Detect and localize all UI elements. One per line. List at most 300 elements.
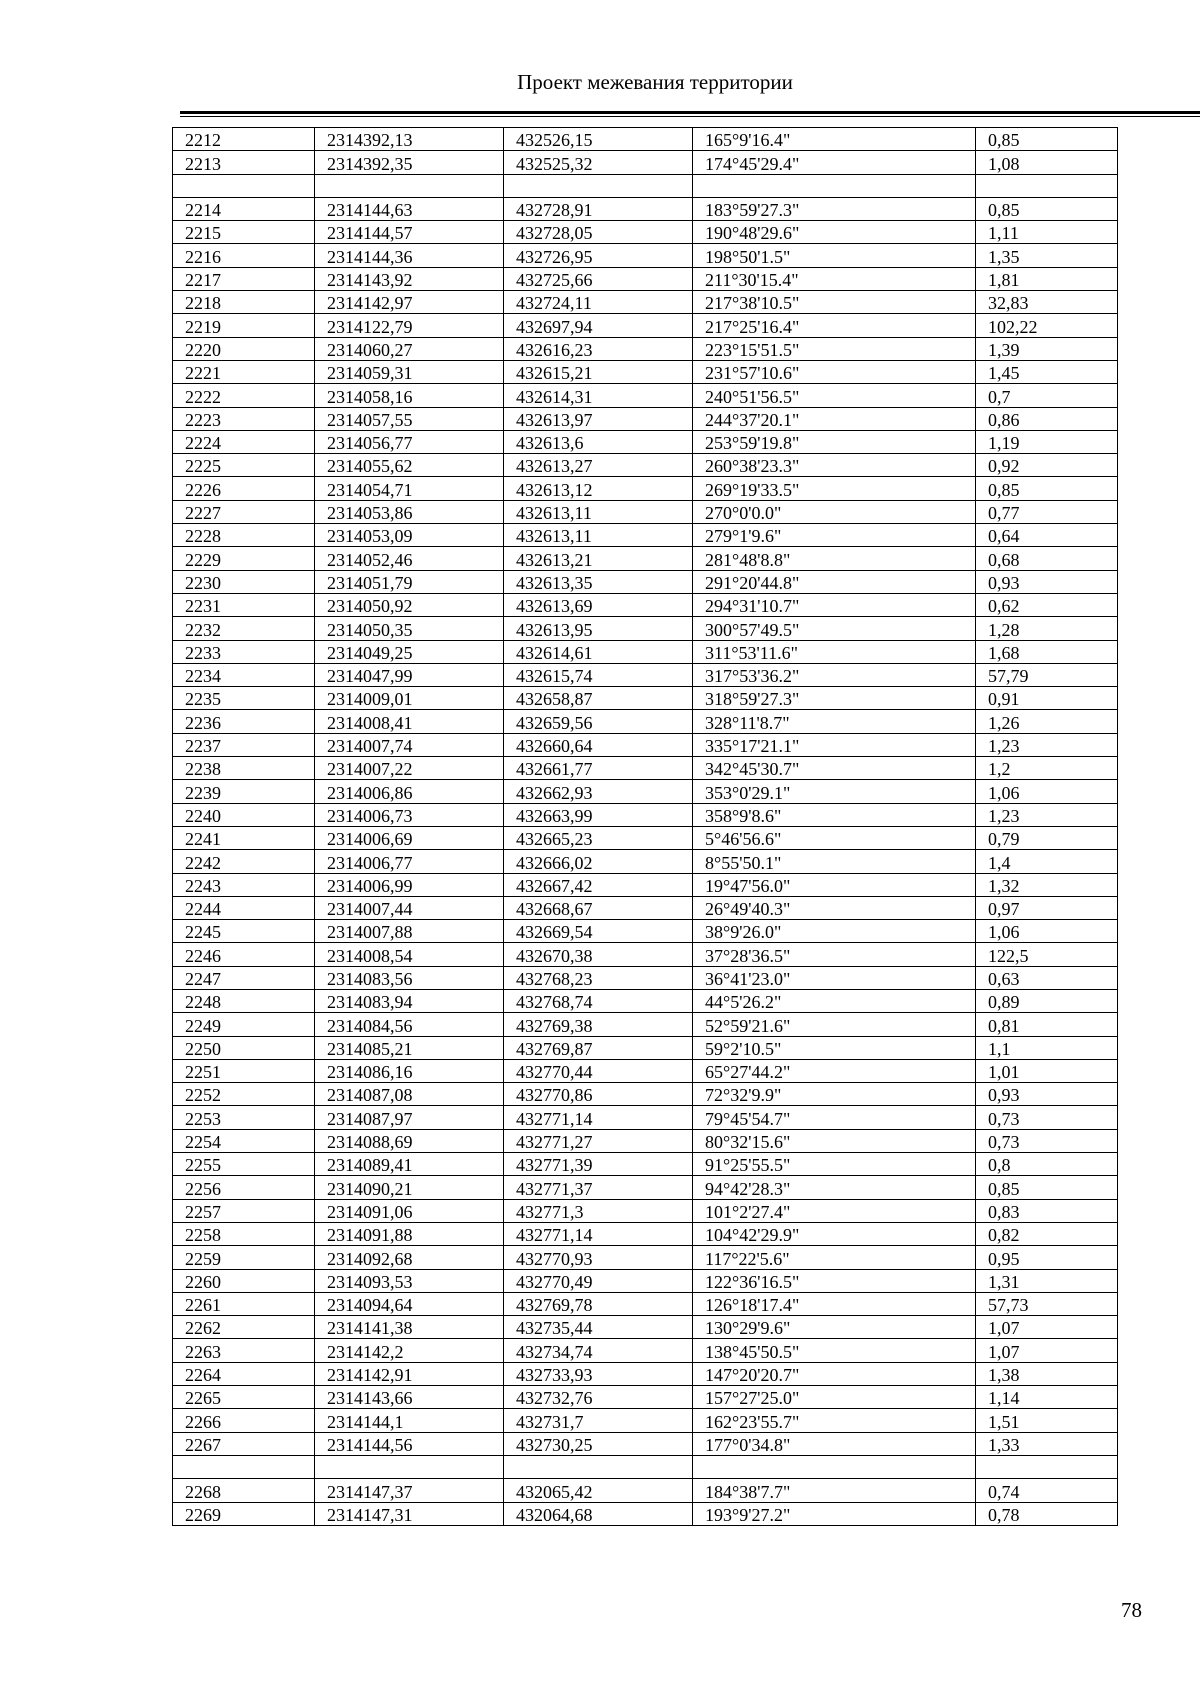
- distance-cell: 1,11: [976, 221, 1118, 244]
- point-number-cell: 2232: [173, 617, 315, 640]
- y-coordinate-cell: 432660,64: [504, 733, 693, 756]
- point-number-cell: 2267: [173, 1432, 315, 1455]
- point-number-cell: 2222: [173, 384, 315, 407]
- table-row: [173, 826, 1118, 849]
- table-row: [173, 873, 1118, 896]
- y-coordinate-cell: 432613,6: [504, 430, 693, 453]
- distance-cell: 0,92: [976, 454, 1118, 477]
- x-coordinate-cell: 2314055,62: [315, 454, 504, 477]
- bearing-angle-cell: 126°18'17.4": [693, 1292, 976, 1315]
- table-row: [173, 1409, 1118, 1432]
- table-row: [173, 1479, 1118, 1502]
- y-coordinate-cell: 432613,95: [504, 617, 693, 640]
- y-coordinate-cell: 432734,74: [504, 1339, 693, 1362]
- y-coordinate-cell: 432724,11: [504, 291, 693, 314]
- distance-cell: 0,68: [976, 547, 1118, 570]
- table-row: [173, 1316, 1118, 1339]
- point-number-cell: 2224: [173, 430, 315, 453]
- distance-cell: 1,32: [976, 873, 1118, 896]
- table-row: [173, 314, 1118, 337]
- bearing-angle-cell: 317°53'36.2": [693, 663, 976, 686]
- x-coordinate-cell: 2314058,16: [315, 384, 504, 407]
- point-number-cell: 2228: [173, 524, 315, 547]
- y-coordinate-cell: 432616,23: [504, 337, 693, 360]
- point-number-cell: 2213: [173, 151, 315, 174]
- bearing-angle-cell: 260°38'23.3": [693, 454, 976, 477]
- table-row: [173, 384, 1118, 407]
- point-number-cell: 2250: [173, 1036, 315, 1059]
- point-number-cell: 2260: [173, 1269, 315, 1292]
- bearing-angle-cell: 44°5'26.2": [693, 989, 976, 1012]
- bearing-angle-cell: 318°59'27.3": [693, 687, 976, 710]
- y-coordinate-cell: 432613,35: [504, 570, 693, 593]
- y-coordinate-cell: 432663,99: [504, 803, 693, 826]
- point-number-cell: 2264: [173, 1362, 315, 1385]
- x-coordinate-cell: 2314059,31: [315, 360, 504, 383]
- x-coordinate-cell: 2314143,66: [315, 1386, 504, 1409]
- point-number-cell: 2236: [173, 710, 315, 733]
- distance-cell: 0,93: [976, 1083, 1118, 1106]
- distance-cell: 1,4: [976, 850, 1118, 873]
- x-coordinate-cell: 2314147,31: [315, 1502, 504, 1525]
- distance-cell: 0,77: [976, 500, 1118, 523]
- point-number-cell: 2265: [173, 1386, 315, 1409]
- distance-cell: 1,51: [976, 1409, 1118, 1432]
- table-row: [173, 547, 1118, 570]
- point-number-cell: 2217: [173, 267, 315, 290]
- point-number-cell: 2252: [173, 1083, 315, 1106]
- distance-cell: 1,31: [976, 1269, 1118, 1292]
- y-coordinate-cell: 432064,68: [504, 1502, 693, 1525]
- point-number-cell: 2257: [173, 1199, 315, 1222]
- table-row: [173, 896, 1118, 919]
- point-number-cell: 2258: [173, 1222, 315, 1245]
- table-row: [173, 1176, 1118, 1199]
- bearing-angle-cell: 177°0'34.8": [693, 1432, 976, 1455]
- x-coordinate-cell: 2314142,2: [315, 1339, 504, 1362]
- distance-cell: 1,2: [976, 757, 1118, 780]
- y-coordinate-cell: [504, 1455, 693, 1478]
- x-coordinate-cell: 2314090,21: [315, 1176, 504, 1199]
- bearing-angle-cell: 65°27'44.2": [693, 1059, 976, 1082]
- y-coordinate-cell: 432771,14: [504, 1222, 693, 1245]
- table-row: [173, 663, 1118, 686]
- y-coordinate-cell: 432666,02: [504, 850, 693, 873]
- y-coordinate-cell: 432658,87: [504, 687, 693, 710]
- point-number-cell: 2254: [173, 1129, 315, 1152]
- bearing-angle-cell: 240°51'56.5": [693, 384, 976, 407]
- bearing-angle-cell: 193°9'27.2": [693, 1502, 976, 1525]
- point-number-cell: 2242: [173, 850, 315, 873]
- point-number-cell: 2215: [173, 221, 315, 244]
- y-coordinate-cell: 432769,38: [504, 1013, 693, 1036]
- distance-cell: 0,7: [976, 384, 1118, 407]
- point-number-cell: 2248: [173, 989, 315, 1012]
- table-row: [173, 1013, 1118, 1036]
- point-number-cell: 2244: [173, 896, 315, 919]
- point-number-cell: 2223: [173, 407, 315, 430]
- y-coordinate-cell: 432669,54: [504, 920, 693, 943]
- point-number-cell: 2263: [173, 1339, 315, 1362]
- bearing-angle-cell: 79°45'54.7": [693, 1106, 976, 1129]
- y-coordinate-cell: 432659,56: [504, 710, 693, 733]
- y-coordinate-cell: 432728,91: [504, 197, 693, 220]
- point-number-cell: 2261: [173, 1292, 315, 1315]
- x-coordinate-cell: 2314049,25: [315, 640, 504, 663]
- y-coordinate-cell: 432770,86: [504, 1083, 693, 1106]
- table-row: [173, 1199, 1118, 1222]
- bearing-angle-cell: 183°59'27.3": [693, 197, 976, 220]
- y-coordinate-cell: 432665,23: [504, 826, 693, 849]
- y-coordinate-cell: 432615,74: [504, 663, 693, 686]
- header-rule-thick: [180, 111, 1200, 114]
- x-coordinate-cell: 2314052,46: [315, 547, 504, 570]
- y-coordinate-cell: 432697,94: [504, 314, 693, 337]
- point-number-cell: [173, 1455, 315, 1478]
- table-row: [173, 850, 1118, 873]
- table-row: [173, 803, 1118, 826]
- table-row: [173, 1106, 1118, 1129]
- x-coordinate-cell: 2314087,97: [315, 1106, 504, 1129]
- y-coordinate-cell: 432768,23: [504, 966, 693, 989]
- distance-cell: 1,33: [976, 1432, 1118, 1455]
- x-coordinate-cell: 2314142,97: [315, 291, 504, 314]
- table-row: [173, 174, 1118, 197]
- table-row: [173, 337, 1118, 360]
- bearing-angle-cell: 335°17'21.1": [693, 733, 976, 756]
- distance-cell: 1,23: [976, 803, 1118, 826]
- x-coordinate-cell: 2314083,56: [315, 966, 504, 989]
- distance-cell: 1,68: [976, 640, 1118, 663]
- table-row: [173, 617, 1118, 640]
- x-coordinate-cell: 2314093,53: [315, 1269, 504, 1292]
- x-coordinate-cell: 2314053,09: [315, 524, 504, 547]
- y-coordinate-cell: 432525,32: [504, 151, 693, 174]
- distance-cell: 1,81: [976, 267, 1118, 290]
- point-number-cell: 2219: [173, 314, 315, 337]
- distance-cell: 0,79: [976, 826, 1118, 849]
- point-number-cell: 2253: [173, 1106, 315, 1129]
- bearing-angle-cell: 184°38'7.7": [693, 1479, 976, 1502]
- point-number-cell: 2240: [173, 803, 315, 826]
- y-coordinate-cell: 432733,93: [504, 1362, 693, 1385]
- y-coordinate-cell: 432613,21: [504, 547, 693, 570]
- distance-cell: 0,85: [976, 128, 1118, 151]
- distance-cell: 0,81: [976, 1013, 1118, 1036]
- y-coordinate-cell: 432613,27: [504, 454, 693, 477]
- bearing-angle-cell: [693, 174, 976, 197]
- distance-cell: 1,38: [976, 1362, 1118, 1385]
- y-coordinate-cell: [504, 174, 693, 197]
- distance-cell: 1,14: [976, 1386, 1118, 1409]
- x-coordinate-cell: 2314006,86: [315, 780, 504, 803]
- page-header-title: Проект межевания территории: [517, 70, 793, 94]
- point-number-cell: 2226: [173, 477, 315, 500]
- distance-cell: 0,73: [976, 1106, 1118, 1129]
- x-coordinate-cell: 2314088,69: [315, 1129, 504, 1152]
- y-coordinate-cell: 432728,05: [504, 221, 693, 244]
- distance-cell: 0,86: [976, 407, 1118, 430]
- bearing-angle-cell: 231°57'10.6": [693, 360, 976, 383]
- distance-cell: 0,95: [976, 1246, 1118, 1269]
- x-coordinate-cell: 2314007,88: [315, 920, 504, 943]
- y-coordinate-cell: 432726,95: [504, 244, 693, 267]
- x-coordinate-cell: 2314144,57: [315, 221, 504, 244]
- y-coordinate-cell: 432613,11: [504, 500, 693, 523]
- bearing-angle-cell: 162°23'55.7": [693, 1409, 976, 1432]
- table-row: [173, 500, 1118, 523]
- bearing-angle-cell: [693, 1455, 976, 1478]
- x-coordinate-cell: 2314060,27: [315, 337, 504, 360]
- table-row: [173, 1246, 1118, 1269]
- header-rule-thin: [180, 116, 1200, 117]
- point-number-cell: 2218: [173, 291, 315, 314]
- table-row: [173, 733, 1118, 756]
- point-number-cell: 2266: [173, 1409, 315, 1432]
- bearing-angle-cell: 294°31'10.7": [693, 593, 976, 616]
- table-row: [173, 524, 1118, 547]
- bearing-angle-cell: 190°48'29.6": [693, 221, 976, 244]
- table-row: [173, 687, 1118, 710]
- y-coordinate-cell: 432065,42: [504, 1479, 693, 1502]
- x-coordinate-cell: 2314006,99: [315, 873, 504, 896]
- distance-cell: 102,22: [976, 314, 1118, 337]
- bearing-angle-cell: 217°25'16.4": [693, 314, 976, 337]
- table-row: [173, 1269, 1118, 1292]
- bearing-angle-cell: 19°47'56.0": [693, 873, 976, 896]
- point-number-cell: 2239: [173, 780, 315, 803]
- bearing-angle-cell: 358°9'8.6": [693, 803, 976, 826]
- x-coordinate-cell: 2314092,68: [315, 1246, 504, 1269]
- table-row: [173, 454, 1118, 477]
- x-coordinate-cell: 2314144,1: [315, 1409, 504, 1432]
- y-coordinate-cell: 432615,21: [504, 360, 693, 383]
- bearing-angle-cell: 37°28'36.5": [693, 943, 976, 966]
- y-coordinate-cell: 432613,12: [504, 477, 693, 500]
- y-coordinate-cell: 432731,7: [504, 1409, 693, 1432]
- table-row: [173, 360, 1118, 383]
- point-number-cell: 2214: [173, 197, 315, 220]
- table-row: [173, 1339, 1118, 1362]
- y-coordinate-cell: 432730,25: [504, 1432, 693, 1455]
- bearing-angle-cell: 80°32'15.6": [693, 1129, 976, 1152]
- distance-cell: 1,35: [976, 244, 1118, 267]
- distance-cell: 0,64: [976, 524, 1118, 547]
- x-coordinate-cell: 2314091,88: [315, 1222, 504, 1245]
- distance-cell: 0,62: [976, 593, 1118, 616]
- x-coordinate-cell: 2314050,92: [315, 593, 504, 616]
- distance-cell: 0,83: [976, 1199, 1118, 1222]
- bearing-angle-cell: 342°45'30.7": [693, 757, 976, 780]
- y-coordinate-cell: 432771,27: [504, 1129, 693, 1152]
- y-coordinate-cell: 432662,93: [504, 780, 693, 803]
- x-coordinate-cell: 2314051,79: [315, 570, 504, 593]
- distance-cell: 1,06: [976, 920, 1118, 943]
- y-coordinate-cell: 432770,44: [504, 1059, 693, 1082]
- x-coordinate-cell: 2314006,69: [315, 826, 504, 849]
- y-coordinate-cell: 432613,97: [504, 407, 693, 430]
- point-number-cell: 2220: [173, 337, 315, 360]
- distance-cell: 0,85: [976, 197, 1118, 220]
- x-coordinate-cell: 2314084,56: [315, 1013, 504, 1036]
- point-number-cell: 2221: [173, 360, 315, 383]
- distance-cell: 0,8: [976, 1153, 1118, 1176]
- point-number-cell: 2255: [173, 1153, 315, 1176]
- bearing-angle-cell: 117°22'5.6": [693, 1246, 976, 1269]
- bearing-angle-cell: 174°45'29.4": [693, 151, 976, 174]
- x-coordinate-cell: 2314392,13: [315, 128, 504, 151]
- distance-cell: 1,23: [976, 733, 1118, 756]
- table-row: [173, 477, 1118, 500]
- table-row: [173, 1292, 1118, 1315]
- table-row: [173, 1386, 1118, 1409]
- bearing-angle-cell: 300°57'49.5": [693, 617, 976, 640]
- table-row: [173, 430, 1118, 453]
- x-coordinate-cell: 2314087,08: [315, 1083, 504, 1106]
- point-number-cell: 2241: [173, 826, 315, 849]
- bearing-angle-cell: 198°50'1.5": [693, 244, 976, 267]
- y-coordinate-cell: 432771,39: [504, 1153, 693, 1176]
- distance-cell: 1,28: [976, 617, 1118, 640]
- point-number-cell: 2212: [173, 128, 315, 151]
- y-coordinate-cell: 432771,37: [504, 1176, 693, 1199]
- table-row: [173, 151, 1118, 174]
- distance-cell: 1,45: [976, 360, 1118, 383]
- table-row: [173, 1083, 1118, 1106]
- distance-cell: 122,5: [976, 943, 1118, 966]
- point-number-cell: [173, 174, 315, 197]
- distance-cell: 0,74: [976, 1479, 1118, 1502]
- bearing-angle-cell: 104°42'29.9": [693, 1222, 976, 1245]
- table-row: [173, 1222, 1118, 1245]
- table-row: [173, 920, 1118, 943]
- bearing-angle-cell: 52°59'21.6": [693, 1013, 976, 1036]
- bearing-angle-cell: 253°59'19.8": [693, 430, 976, 453]
- distance-cell: 1,26: [976, 710, 1118, 733]
- table-row: [173, 197, 1118, 220]
- bearing-angle-cell: 138°45'50.5": [693, 1339, 976, 1362]
- distance-cell: 32,83: [976, 291, 1118, 314]
- point-number-cell: 2247: [173, 966, 315, 989]
- x-coordinate-cell: 2314392,35: [315, 151, 504, 174]
- x-coordinate-cell: 2314094,64: [315, 1292, 504, 1315]
- table-row: [173, 710, 1118, 733]
- bearing-angle-cell: 147°20'20.7": [693, 1362, 976, 1385]
- distance-cell: 1,39: [976, 337, 1118, 360]
- x-coordinate-cell: [315, 1455, 504, 1478]
- point-number-cell: 2229: [173, 547, 315, 570]
- point-number-cell: 2230: [173, 570, 315, 593]
- distance-cell: 1,01: [976, 1059, 1118, 1082]
- distance-cell: 0,73: [976, 1129, 1118, 1152]
- x-coordinate-cell: 2314008,41: [315, 710, 504, 733]
- point-number-cell: 2231: [173, 593, 315, 616]
- x-coordinate-cell: 2314091,06: [315, 1199, 504, 1222]
- x-coordinate-cell: 2314144,56: [315, 1432, 504, 1455]
- point-number-cell: 2227: [173, 500, 315, 523]
- x-coordinate-cell: [315, 174, 504, 197]
- table-row: [173, 1129, 1118, 1152]
- distance-cell: [976, 1455, 1118, 1478]
- distance-cell: 57,79: [976, 663, 1118, 686]
- x-coordinate-cell: 2314050,35: [315, 617, 504, 640]
- y-coordinate-cell: 432771,3: [504, 1199, 693, 1222]
- bearing-angle-cell: 26°49'40.3": [693, 896, 976, 919]
- point-number-cell: 2251: [173, 1059, 315, 1082]
- y-coordinate-cell: 432769,87: [504, 1036, 693, 1059]
- table-row: [173, 267, 1118, 290]
- table-row: [173, 1362, 1118, 1385]
- y-coordinate-cell: 432732,76: [504, 1386, 693, 1409]
- table-row: [173, 943, 1118, 966]
- table-row: [173, 128, 1118, 151]
- point-number-cell: 2262: [173, 1316, 315, 1339]
- table-row: [173, 1455, 1118, 1478]
- bearing-angle-cell: 72°32'9.9": [693, 1083, 976, 1106]
- x-coordinate-cell: 2314007,22: [315, 757, 504, 780]
- x-coordinate-cell: 2314122,79: [315, 314, 504, 337]
- table-row: [173, 291, 1118, 314]
- distance-cell: 1,06: [976, 780, 1118, 803]
- x-coordinate-cell: 2314006,73: [315, 803, 504, 826]
- point-number-cell: 2249: [173, 1013, 315, 1036]
- bearing-angle-cell: 269°19'33.5": [693, 477, 976, 500]
- table-row: [173, 570, 1118, 593]
- x-coordinate-cell: 2314006,77: [315, 850, 504, 873]
- distance-cell: 0,93: [976, 570, 1118, 593]
- point-number-cell: 2256: [173, 1176, 315, 1199]
- y-coordinate-cell: 432768,74: [504, 989, 693, 1012]
- table-row: [173, 1432, 1118, 1455]
- x-coordinate-cell: 2314085,21: [315, 1036, 504, 1059]
- y-coordinate-cell: 432614,61: [504, 640, 693, 663]
- distance-cell: 0,78: [976, 1502, 1118, 1525]
- x-coordinate-cell: 2314047,99: [315, 663, 504, 686]
- bearing-angle-cell: 36°41'23.0": [693, 966, 976, 989]
- table-row: [173, 966, 1118, 989]
- bearing-angle-cell: 165°9'16.4": [693, 128, 976, 151]
- bearing-angle-cell: 157°27'25.0": [693, 1386, 976, 1409]
- coordinates-table: [172, 127, 1118, 1526]
- table-row: [173, 989, 1118, 1012]
- y-coordinate-cell: 432725,66: [504, 267, 693, 290]
- x-coordinate-cell: 2314141,38: [315, 1316, 504, 1339]
- bearing-angle-cell: 91°25'55.5": [693, 1153, 976, 1176]
- y-coordinate-cell: 432613,11: [504, 524, 693, 547]
- y-coordinate-cell: 432735,44: [504, 1316, 693, 1339]
- point-number-cell: 2259: [173, 1246, 315, 1269]
- distance-cell: 0,85: [976, 477, 1118, 500]
- x-coordinate-cell: 2314089,41: [315, 1153, 504, 1176]
- distance-cell: 1,19: [976, 430, 1118, 453]
- table-row: [173, 1059, 1118, 1082]
- x-coordinate-cell: 2314009,01: [315, 687, 504, 710]
- table-row: [173, 1153, 1118, 1176]
- y-coordinate-cell: 432770,93: [504, 1246, 693, 1269]
- bearing-angle-cell: 311°53'11.6": [693, 640, 976, 663]
- y-coordinate-cell: 432670,38: [504, 943, 693, 966]
- coordinates-table-body: [173, 128, 1118, 1526]
- point-number-cell: 2237: [173, 733, 315, 756]
- point-number-cell: 2234: [173, 663, 315, 686]
- point-number-cell: 2269: [173, 1502, 315, 1525]
- point-number-cell: 2216: [173, 244, 315, 267]
- point-number-cell: 2233: [173, 640, 315, 663]
- distance-cell: 1,07: [976, 1316, 1118, 1339]
- y-coordinate-cell: 432613,69: [504, 593, 693, 616]
- bearing-angle-cell: 353°0'29.1": [693, 780, 976, 803]
- x-coordinate-cell: 2314147,37: [315, 1479, 504, 1502]
